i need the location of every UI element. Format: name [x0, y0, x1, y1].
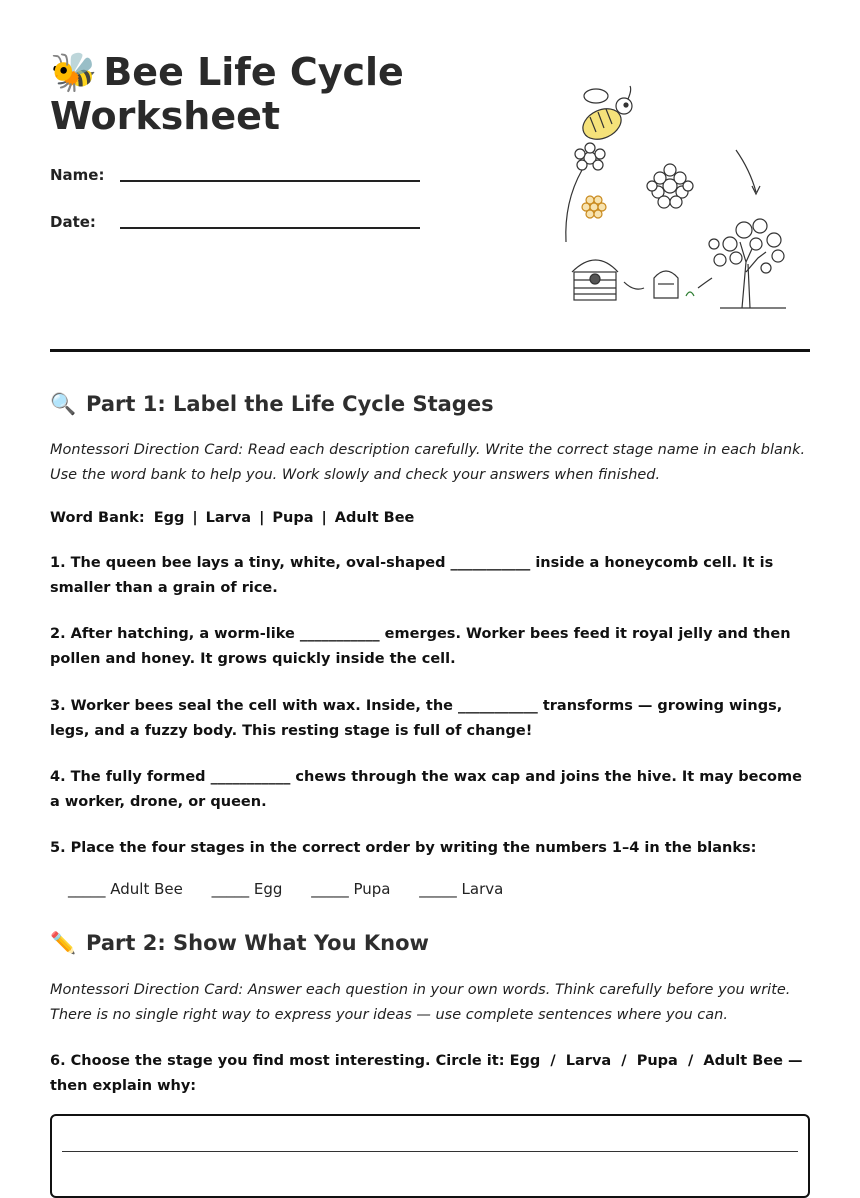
- question-6: 6. Choose the stage you find most interesting. Circle it: Egg / Larva / Pupa / Adult Bee — then explain why:: [50, 1053, 803, 1094]
- path-dash-drawing-2: [698, 278, 712, 288]
- circle-option-pupa[interactable]: Pupa: [636, 1053, 678, 1069]
- answer-line[interactable]: [62, 1151, 798, 1152]
- flower-cluster-drawing: [647, 164, 693, 208]
- date-label: Date:: [50, 213, 96, 231]
- question-3: 3. Worker bees seal the cell with wax. Inside, the ___________ transforms — growing wings, legs, and a fuzzy body. This resting stage is full of change!: [50, 698, 783, 739]
- circle-option-adult-bee[interactable]: Adult Bee: [703, 1053, 783, 1069]
- life-cycle-illustration: [560, 82, 790, 312]
- answer-box[interactable]: [50, 1114, 810, 1198]
- question-1: 1. The queen bee lays a tiny, white, oval-shaped ___________ inside a honeycomb cell. It is smaller than a grain of rice.: [50, 555, 774, 596]
- tree-drawing: [709, 219, 786, 308]
- hive-drawing: [572, 260, 618, 300]
- small-hive-drawing: [654, 271, 694, 298]
- question-6-suffix: — then explain why:: [50, 1053, 803, 1094]
- date-field: [50, 213, 96, 231]
- question-6-prefix: 6. Choose the stage you find most interesting. Circle it:: [50, 1053, 505, 1069]
- part1-heading-text: Part 1: Label the Life Cycle Stages: [86, 392, 494, 416]
- part2-heading: [50, 929, 429, 957]
- arrow-drawing: [736, 150, 756, 192]
- order-blank-pupa[interactable]: _____ Pupa: [311, 880, 391, 898]
- order-blank-adult-bee[interactable]: _____ Adult Bee: [68, 880, 183, 898]
- name-input-line[interactable]: [120, 180, 420, 182]
- small-flower-drawing: [566, 143, 605, 242]
- bee-drawing: [578, 86, 632, 145]
- name-label: Name:: [50, 166, 105, 184]
- word-bank-item: Egg: [153, 510, 185, 526]
- magnifier-icon: 🔍: [50, 392, 77, 416]
- bee-icon: 🐝: [50, 50, 98, 94]
- honeycomb-drawing: [582, 196, 606, 218]
- part2-direction-card: Montessori Direction Card: Answer each question in your own words. Think carefully before you write. There is no single right way to express your ideas — use complete sentences where you can.: [50, 982, 791, 1023]
- pencil-icon: ✏️: [50, 931, 77, 955]
- path-dash-drawing: [624, 282, 644, 289]
- circle-option-egg[interactable]: Egg: [509, 1053, 541, 1069]
- word-bank: Word Bank: Egg | Larva | Pupa | Adult Bee: [50, 510, 415, 526]
- part1-direction-card: Montessori Direction Card: Read each description carefully. Write the correct stage name in each blank. Use the word bank to help you. Work slowly and check your answers when finished.: [50, 442, 806, 483]
- word-bank-item: Pupa: [272, 510, 314, 526]
- order-blank-egg[interactable]: _____ Egg: [211, 880, 283, 898]
- circle-option-larva[interactable]: Larva: [565, 1053, 612, 1069]
- word-bank-item: Adult Bee: [334, 510, 415, 526]
- page-title: [50, 50, 450, 138]
- word-bank-item: Larva: [205, 510, 252, 526]
- question-5: 5. Place the four stages in the correct order by writing the numbers 1–4 in the blanks:: [50, 840, 757, 856]
- part2-heading-text: Part 2: Show What You Know: [86, 931, 429, 955]
- order-blanks-row: [68, 880, 527, 898]
- date-input-line[interactable]: [120, 227, 420, 229]
- title-text: Bee Life Cycle Worksheet: [50, 50, 404, 138]
- order-blank-larva[interactable]: _____ Larva: [419, 880, 504, 898]
- question-4: 4. The fully formed ___________ chews through the wax cap and joins the hive. It may become a worker, drone, or queen.: [50, 769, 802, 810]
- word-bank-label: Word Bank:: [50, 510, 145, 526]
- question-2: 2. After hatching, a worm-like ___________ emerges. Worker bees feed it royal jelly and then pollen and honey. It grows quickly inside the cell.: [50, 626, 791, 667]
- header-divider: [50, 349, 810, 352]
- name-field: [50, 166, 104, 184]
- part1-heading: [50, 390, 494, 418]
